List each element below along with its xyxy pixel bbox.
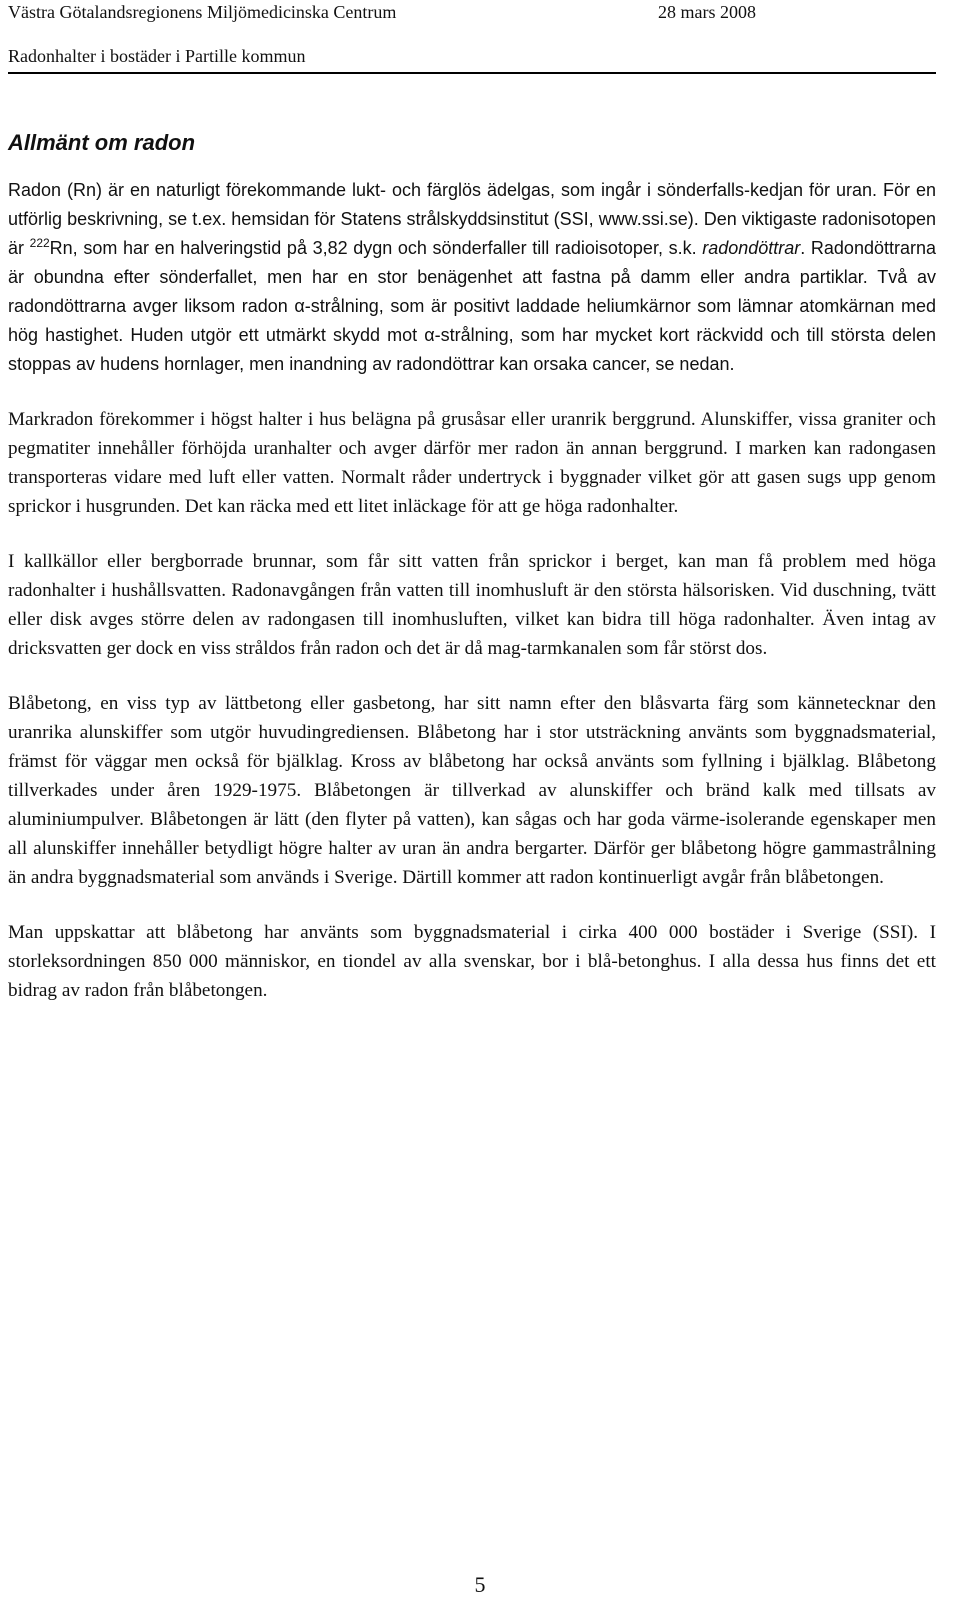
section-heading: Allmänt om radon xyxy=(8,130,196,155)
page-header xyxy=(8,0,936,74)
page-number: 5 xyxy=(474,1572,486,1597)
header-organization: Västra Götalandsregionens Miljömedicinska Centrum xyxy=(8,2,397,22)
paragraph-markradon: Markradon förekommer i högst halter i hus belägna på grusåsar eller uranrik berggrund. Alunskiffer, vissa graniter och pegmatiter innehåller förhöjda uranhalter och avger därför mer radon än annan berggrund. I marken kan radongasen transporteras vidare med luft eller vatten. Normalt råder undertryck i byggnader vilket gör att gasen sugs upp genom sprickor i husgrunden. Det kan räcka med ett litet inläckage för att ge höga radonhalter. xyxy=(8,409,936,517)
paragraph-text: . Radondöttrarna är obundna efter sönderfallet, men har en stor benägenhet att fastna på damm eller andra partiklar. Två av radondöttrarna avger liksom radon α-strålning, som är positivt laddade heliumkärnor som lämnar atomkärnan med hög hastighet. Huden utgör ett utmärkt skydd mot α-strålning, som har mycket kort räckvidd och till största delen stoppas av hudens hornlager, men inandning av radondöttrar kan orsaka cancer, se nedan. xyxy=(8,238,936,374)
paragraph-blabetong-estimate: Man uppskattar att blåbetong har använts som byggnadsmaterial i cirka 400 000 bostäder i Sverige (SSI). I storleksordningen 850 000 människor, en tiondel av alla svenskar, bor i blå-betonghus. I alla dessa hus finns det ett bidrag av radon från blåbetongen. xyxy=(8,922,936,1001)
paragraph-water-radon: I kallkällor eller bergborrade brunnar, som får sitt vatten från sprickor i berget, kan man få problem med höga radonhalter i hushållsvatten. Radonavgången från vatten till inomhusluft är den största hälsorisken. Vid duschning, tvätt eller disk avges större delen av radongasen till inomhusluften, vilket kan bidra till höga radonhalter. Även intag av dricksvatten ger dock en viss stråldos från radon och det är då mag-tarmkanalen som får störst dos. xyxy=(8,551,936,659)
document-body xyxy=(8,128,936,1031)
header-date: 28 mars 2008 xyxy=(658,2,756,22)
paragraph-blabetong: Blåbetong, en viss typ av lättbetong eller gasbetong, har sitt namn efter den blåsvarta färg som kännetecknar den uranrika alunskiffer som utgör huvudingrediensen. Blåbetong har i stor utsträckning använts som byggnadsmaterial, främst för väggar men också för bjälklag. Kross av blåbetong har också använts som fyllning i bjälklag. Blåbetong tillverkades under åren 1929-1975. Blåbetongen är tillverkad av alunskiffer och bränd kalk med tillsats av aluminiumpulver. Blåbetongen är lätt (den flyter på vatten), kan sågas och har goda värme-isolerande egenskaper men all alunskiffer innehåller betydligt högre halter av uran än andra bergarter. Därför ger blåbetong högre gammastrålning än andra byggnadsmaterial som används i Sverige. Därtill kommer att radon kontinuerligt avgår från blåbetongen. xyxy=(8,693,936,888)
isotope-superscript: 222 xyxy=(29,236,50,250)
emphasis-term: radondöttrar xyxy=(702,238,801,258)
paragraph-text: Radon (Rn) är en naturligt förekommande lukt- och färglös ädelgas, som ingår i sönderfalls-kedjan för uran. För en utförlig beskrivning, se t.ex. hemsidan för Statens strålskyddsinstitut (SSI, www.ssi.se). Den viktigaste radonisotopen är xyxy=(8,180,936,258)
paragraph-text: Rn, som har en halveringstid på 3,82 dygn och sönderfaller till radioisotoper, s.k. xyxy=(49,238,703,258)
header-document-title: Radonhalter i bostäder i Partille kommun xyxy=(8,46,306,66)
paragraph-radon-intro xyxy=(8,176,936,379)
